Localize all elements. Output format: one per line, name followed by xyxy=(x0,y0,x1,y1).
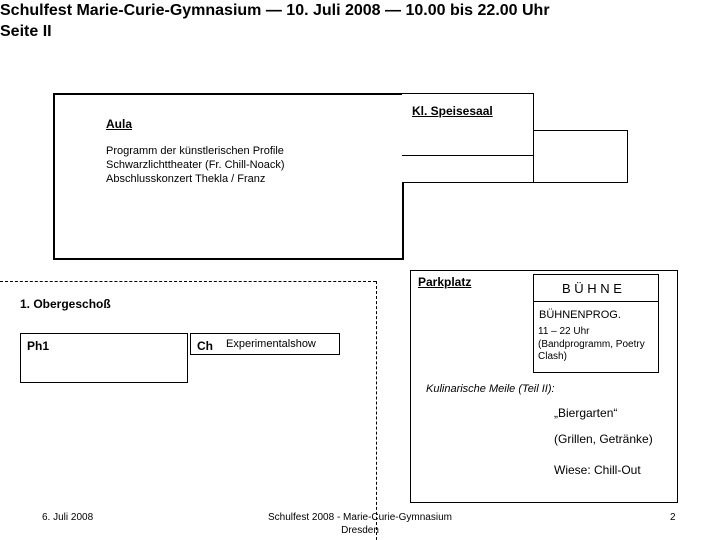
biergarten-label: „Biergarten“ xyxy=(554,406,618,420)
parkplatz-label: Parkplatz xyxy=(418,275,472,289)
buehne-time: 11 – 22 Uhr xyxy=(538,326,590,337)
speisesaal-label: Kl. Speisesaal xyxy=(412,104,493,118)
obergeschoss-boundary-right xyxy=(376,281,377,540)
footer-page-number: 2 xyxy=(670,512,676,523)
aula-label: Aula xyxy=(106,117,133,131)
aula-program-line-1: Programm der künstlerischen Profile xyxy=(106,145,284,157)
wiese-label: Wiese: Chill-Out xyxy=(554,463,641,477)
buehne-divider xyxy=(533,301,659,302)
footer-center-line-2: Dresden xyxy=(341,525,379,536)
aula-program-line-3: Abschlusskonzert Thekla / Franz xyxy=(106,173,266,185)
ch-event: Experimentalshow xyxy=(226,338,316,350)
obergeschoss-boundary-top xyxy=(0,281,376,282)
footer-center-line-1: Schulfest 2008 - Marie-Curie-Gymnasium xyxy=(268,512,452,523)
kulinarische-meile-label: Kulinarische Meile (Teil II): xyxy=(426,383,555,395)
aula-program-line-2: Schwarzlichttheater (Fr. Chill-Noack) xyxy=(106,159,285,171)
obergeschoss-label: 1. Obergeschoß xyxy=(20,297,111,311)
ch-label: Ch xyxy=(197,339,213,353)
speisesaal-divider xyxy=(402,155,534,156)
buehnenprog-label: BÜHNENPROG. xyxy=(539,309,621,321)
buehne-label: B Ü H N E xyxy=(562,281,622,296)
page-title: Schulfest Marie-Curie-Gymnasium — 10. Juli 2008 — 10.00 bis 22.00 Uhr Seite II xyxy=(0,2,550,40)
footer-center xyxy=(260,511,460,537)
grillen-label: (Grillen, Getränke) xyxy=(554,432,653,446)
ph1-label: Ph1 xyxy=(27,339,50,353)
speisesaal-annex xyxy=(533,130,628,183)
buehne-detail-1: (Bandprogramm, Poetry xyxy=(538,339,645,350)
buehne-detail-2: Clash) xyxy=(538,351,567,362)
footer-date: 6. Juli 2008 xyxy=(42,512,94,523)
